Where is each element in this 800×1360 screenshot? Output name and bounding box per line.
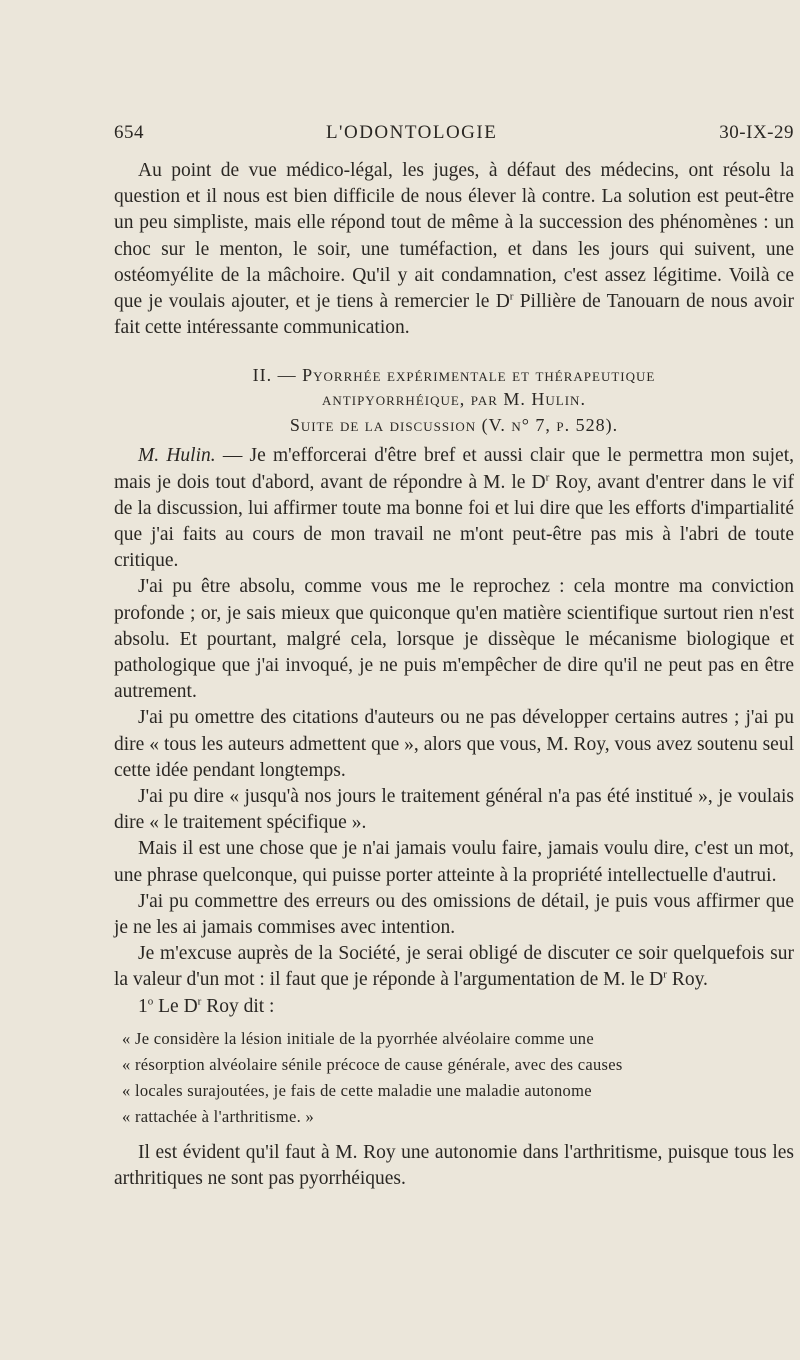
section-subtitle: Suite de la discussion (V. n° 7, p. 528). [289, 415, 619, 436]
paragraph: Au point de vue médico-légal, les juges, à défaut des médecins, ont résolu la question et il nous est bien difficile de nous élever là contre. La solution est peut-être un peu simpliste, mais elle répond tout de même à la succession des phénomènes : un choc sur le menton, le soir, une tuméfaction, et dans les jours qui suivent, une ostéomyélite de la mâchoire. Qu'il y ait condamnation, c'est assez légitime. Voilà ce que je voulais ajouter, et je tiens à remercier le $D^r$ Pillière de Tanouarn de nous avoir fait cette intéressante communication. [114, 160, 794, 339]
quote-line: « résorption alvéolaire sénile précoce de cause générale, avec des causes [122, 1054, 623, 1074]
speaker-name: M. Hulin. [138, 445, 216, 467]
paragraph: Je m'excuse auprès de la Société, je serai obligé de discuter ce soir quelquefois sur la valeur d'un mot : il faut que je réponde à l'argumentation de M. le $D^r$ Roy. [114, 943, 794, 991]
paragraph: J'ai pu omettre des citations d'auteurs ou ne pas développer certains autres ; j'ai pu dire « tous les auteurs admettent que », alors que vous, M. Roy, vous avez soutenu seul cette idée pendant longtemps. [114, 707, 794, 781]
quote-line: « locales surajoutées, je fais de cette maladie une maladie autonome [122, 1080, 592, 1100]
running-header [114, 122, 794, 144]
paragraph: J'ai pu dire « jusqu'à nos jours le traitement général n'a pas été institué », je voulais dire « le traitement spécifique ». [114, 786, 794, 834]
paragraph: Mais il est une chose que je n'ai jamais voulu faire, jamais voulu dire, c'est un mot, une phrase quelconque, qui puisse porter atteinte à la propriété intellectuelle d'autrui. [114, 838, 794, 886]
quote-line: « rattachée à l'arthritisme. » [122, 1106, 315, 1126]
paragraph: 1$^o$ Le $D^r$ Roy dit : [138, 995, 275, 1017]
issue-date: 30-IX-29 [719, 122, 794, 143]
page-body [114, 158, 794, 1192]
paragraph: Il est évident qu'il faut à M. Roy une autonomie dans l'arthritisme, puisque tous les arthritiques ne sont pas pyorrhéiques. [114, 1141, 794, 1190]
paragraph: J'ai pu commettre des erreurs ou des omissions de détail, je puis vous affirmer que je ne les ai jamais commises avec intention. [114, 890, 794, 939]
journal-title: L'ODONTOLOGIE [325, 122, 498, 143]
block-quote [114, 1026, 794, 1130]
paragraph: M. Hulin. — Je m'efforcerai d'être bref et aussi clair que le permettra mon sujet, mais je dois tout d'abord, avant de répondre à M. le $D^r$ Roy, avant d'entrer dans le vif de la discussion, lui affirmer toute ma bonne foi et lui dire que les efforts d'impartialité que j'ai faits au cours de mon travail ne m'ont peut-être pas mis à l'abri de toute critique. [114, 445, 794, 572]
paragraph: J'ai pu être absolu, comme vous me le reprochez : cela montre ma conviction profonde ; or, je sais mieux que quiconque qu'en matière scientifique surtout rien n'est absolu. Et pourtant, malgré cela, lorsque je dissèque le mécanisme biologique et pathologique que j'ai invoqué, je ne puis m'empêcher de dire qu'il ne peut pas en être autrement. [114, 576, 794, 703]
section-title: II. — Pyorrhée expérimentale et thérapeutique antipyorrhéique, par M. Hulin. [252, 365, 656, 410]
page-number: 654 [114, 122, 144, 143]
quote-line: « Je considère la lésion initiale de la pyorrhée alvéolaire comme une [122, 1028, 594, 1048]
